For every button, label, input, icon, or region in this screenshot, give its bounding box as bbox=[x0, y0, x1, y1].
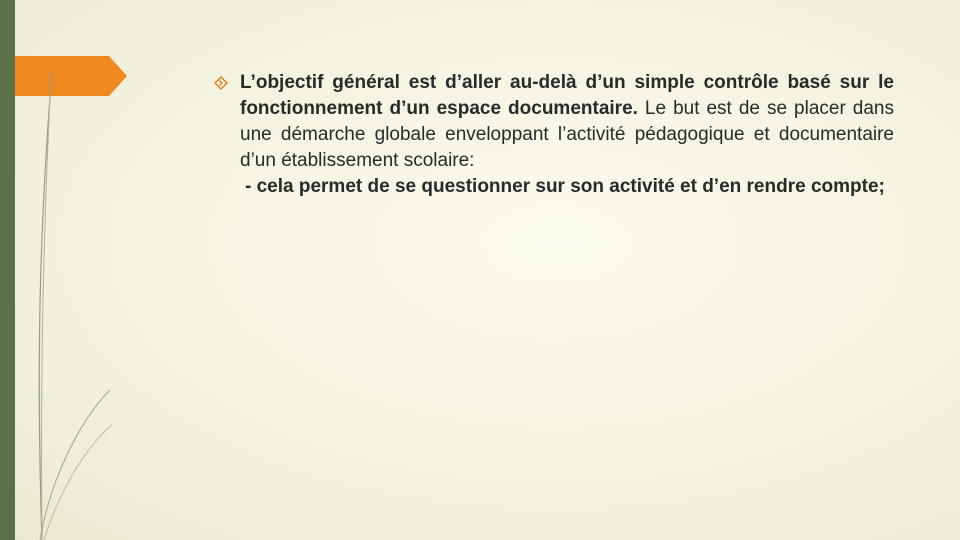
bullet-1-text bbox=[240, 70, 894, 174]
bullet-1-rest: Le but est de se placer dans une démarche globale enveloppant l’activité pédagogique et documentaire d’un établissement scolaire: bbox=[240, 98, 895, 171]
bullet-1-lead: L’objectif général est d’aller au-delà d’un simple contrôle basé sur le fonctionnement d’un espace documentaire. bbox=[240, 72, 894, 119]
slide-content bbox=[211, 70, 894, 200]
bullet-1 bbox=[211, 70, 894, 174]
sub-point-1: - cela permet de se questionner sur son activité et d’en rendre compte; bbox=[245, 176, 885, 197]
decorative-lines bbox=[0, 0, 120, 540]
diamond-arrow-icon bbox=[214, 76, 228, 90]
